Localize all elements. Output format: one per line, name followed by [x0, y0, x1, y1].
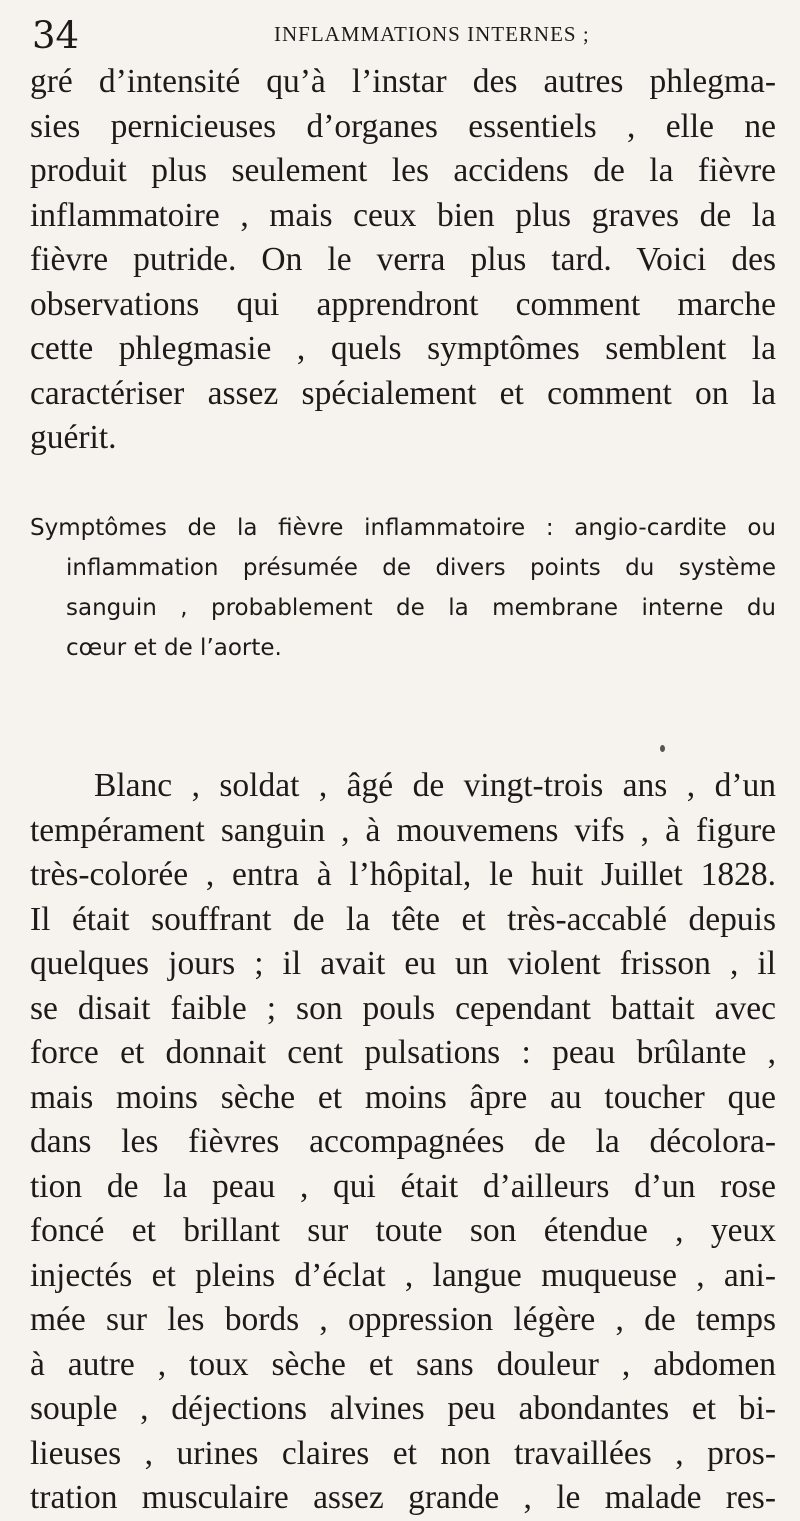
section-heading [30, 508, 776, 668]
ink-speck [660, 745, 665, 752]
text-line: Il était souffrant de la tête et très-accablé depuis [30, 900, 776, 938]
text-line: foncé et brillant sur toute son étendue , yeux [30, 1212, 776, 1249]
running-head: INFLAMMATIONS INTERNES ; [274, 22, 590, 46]
paragraph-observation [30, 764, 776, 1521]
heading-line: cœur et de l’aorte. [66, 635, 282, 661]
text-line: sies pernicieuses d’organes essentiels , elle ne [30, 107, 776, 145]
text-line: Blanc , soldat , âgé de vingt-trois ans , d’un [94, 767, 776, 804]
page-number: 34 [32, 14, 80, 57]
paragraph-intro [30, 60, 776, 461]
heading-line: sanguin , probablement de la membrane interne du [66, 595, 776, 621]
text-line: quelques jours ; il avait eu un violent frisson , il [30, 945, 776, 982]
heading-line: inflammation présumée de divers points du système [66, 555, 776, 581]
text-line: cette phlegmasie , quels symptômes semblent la [30, 330, 776, 367]
text-line: à autre , toux sèche et sans douleur , abdomen [30, 1345, 776, 1383]
text-line: se disait faible ; son pouls cependant battait avec [30, 989, 776, 1027]
text-line: dans les fièvres accompagnées de la décolora- [30, 1123, 776, 1160]
text-line: tration musculaire assez grande , le malade res- [30, 1479, 776, 1516]
text-line: produit plus seulement les accidens de la fièvre [30, 152, 776, 189]
text-line: caractériser assez spécialement et comment on la [30, 374, 776, 412]
text-line: souple , déjections alvines peu abondantes et bi- [30, 1390, 776, 1427]
text-line: lieuses , urines claires et non travaillées , pros- [30, 1434, 776, 1472]
heading-line: Symptômes de la fièvre inflammatoire : angio-cardite ou [30, 515, 776, 541]
page-header [30, 14, 770, 58]
text-line: fièvre putride. On le verra plus tard. Voici des [30, 241, 776, 278]
text-line: gré d’intensité qu’à l’instar des autres phlegma- [30, 63, 776, 100]
text-line: mée sur les bords , oppression légère , de temps [30, 1301, 776, 1338]
text-line: inflammatoire , mais ceux bien plus graves de la [30, 196, 776, 234]
text-line: mais moins sèche et moins âpre au toucher que [30, 1078, 776, 1116]
text-line: tion de la peau , qui était d’ailleurs d’un rose [30, 1167, 776, 1205]
text-line: observations qui apprendront comment marche [30, 285, 776, 323]
text-line: injectés et pleins d’éclat , langue muqueuse , ani- [30, 1256, 776, 1294]
text-line: très-colorée , entra à l’hôpital, le huit Juillet 1828. [30, 856, 776, 893]
text-line: guérit. [30, 419, 117, 456]
text-line: force et donnait cent pulsations : peau brûlante , [30, 1034, 776, 1071]
text-line: tempérament sanguin , à mouvemens vifs , à figure [30, 811, 776, 849]
